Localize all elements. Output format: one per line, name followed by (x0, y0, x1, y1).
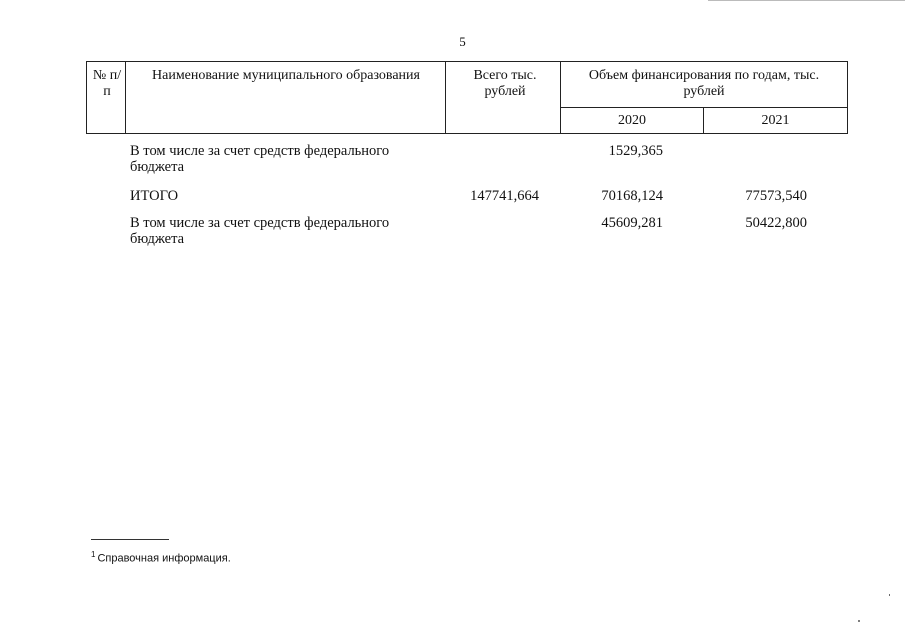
header-total: Всего тыс. рублей (473, 68, 537, 99)
row-name: В том числе за счет средств федерального бюджета (130, 215, 390, 247)
row-total: 147741,664 (470, 188, 539, 204)
row-2021: 77573,540 (745, 188, 807, 204)
header-funding: Объем финансирования по годам, тыс. рублей (588, 68, 820, 99)
header-year-2020: 2020 (618, 113, 646, 128)
footnote (91, 550, 231, 565)
page-number: 5 (459, 34, 466, 49)
footnote-separator (91, 539, 169, 540)
header-number: № п/п (92, 68, 122, 99)
column-divider (125, 62, 126, 133)
table-header (86, 61, 848, 134)
header-year-2021: 2021 (761, 113, 790, 128)
row-2020: 70168,124 (601, 188, 663, 204)
footnote-text: Справочная информация. (97, 552, 231, 565)
row-2020: 1529,365 (608, 143, 663, 159)
row-divider (560, 107, 847, 108)
header-name: Наименование муниципального образования (152, 68, 420, 83)
footnote-marker: 1 (91, 550, 96, 559)
row-name: ИТОГО (130, 188, 179, 204)
column-divider (445, 62, 446, 133)
row-2020: 45609,281 (601, 215, 663, 231)
top-edge-rule (708, 0, 905, 1)
row-name: В том числе за счет средств федерального бюджета (130, 143, 390, 175)
scan-speck (858, 620, 860, 622)
row-2021: 50422,800 (745, 215, 807, 231)
scan-speck (889, 594, 890, 596)
